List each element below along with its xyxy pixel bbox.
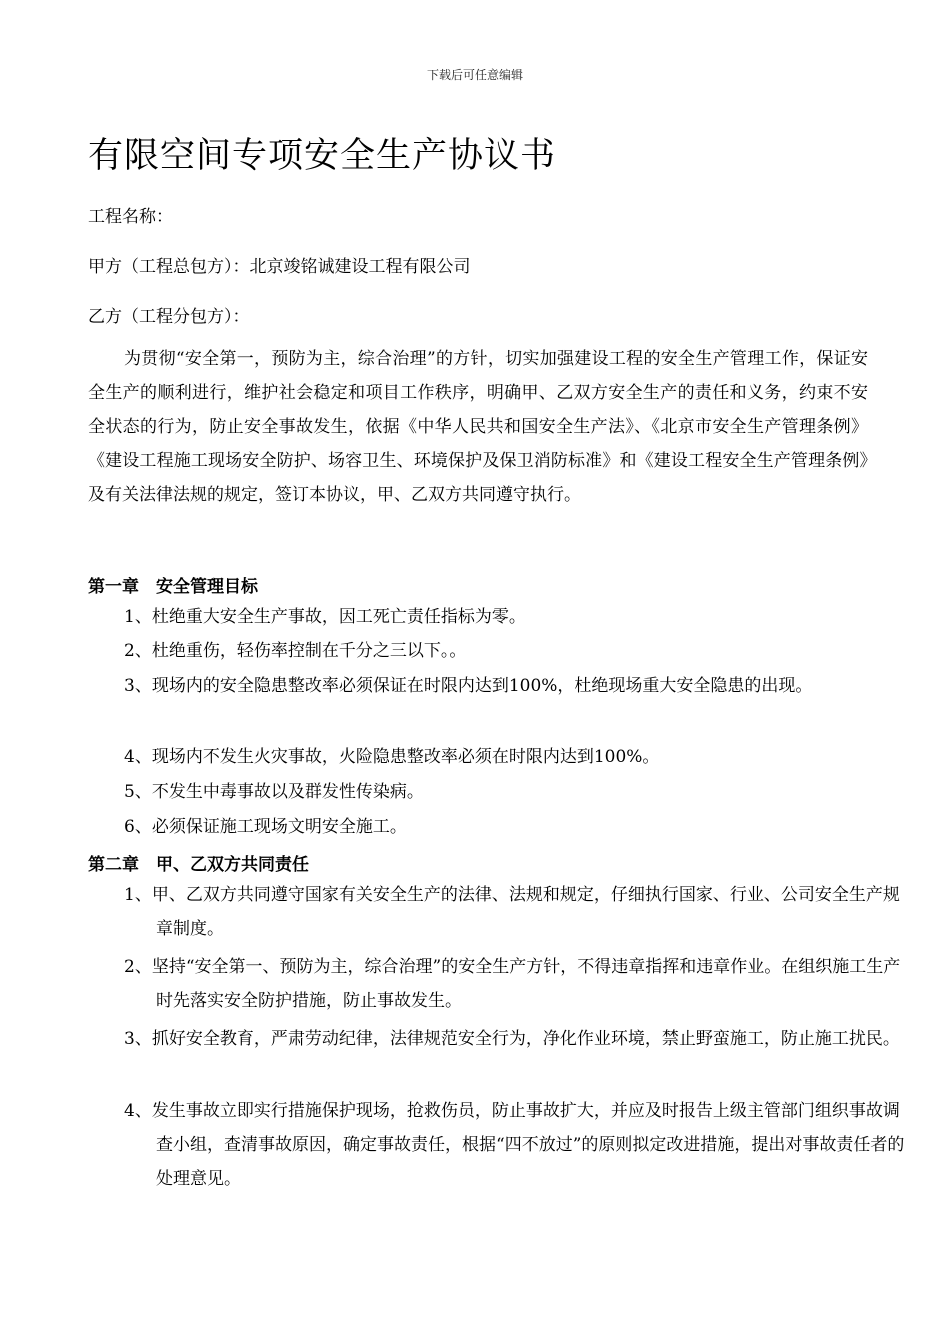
list-item: 2、坚持“安全第一、预防为主，综合治理”的安全生产方针，不得违章指挥和违章作业。在组织施工生产时先落实安全防护措施，防止事故发生。	[124, 957, 901, 1011]
intro-paragraph: 为贯彻“安全第一，预防为主，综合治理”的方针，切实加强建设工程的安全生产管理工作，保证安全生产的顺利进行，维护社会稳定和项目工作秩序，明确甲、乙双方安全生产的责任和义务，约束不安全状态的行为，防止安全事故发生，依据《中华人民共和国安全生产法》、《北京市安全生产管理条例》《建设工程施工现场安全防护、场容卫生、环境保护及保卫消防标准》和《建设工程安全生产管理条例》及有关法律法规的规定，签订本协议，甲、乙双方共同遵守执行。	[88, 349, 868, 505]
list-item: 1、杜绝重大安全生产事故，因工死亡责任指标为零。	[124, 607, 526, 627]
list-item: 3、抓好安全教育，严肃劳动纪律，法律规范安全行为，净化作业环境，禁止野蛮施工，防止施工扰民。	[124, 1029, 900, 1049]
header-note: 下载后可任意编辑	[426, 68, 523, 82]
chapter-1-heading: 第一章 安全管理目标	[88, 577, 258, 597]
list-item: 5、不发生中毒事故以及群发性传染病。	[124, 782, 424, 802]
document-title: 有限空间专项安全生产协议书	[88, 136, 557, 176]
party-b-field: 乙方（工程分包方）：	[88, 307, 250, 327]
list-item: 4、发生事故立即实行措施保护现场，抢救伤员，防止事故扩大，并应及时报告上级主管部门组织事故调查小组，查清事故原因，确定事故责任，根据“四不放过”的原则拟定改进措施，提出对事故责任者的处理意见。	[124, 1101, 905, 1189]
list-item: 2、杜绝重伤，轻伤率控制在千分之三以下。。	[124, 641, 467, 661]
chapter-2-heading: 第二章 甲、乙双方共同责任	[88, 855, 309, 875]
list-item: 6、必须保证施工现场文明安全施工。	[124, 817, 407, 837]
list-item: 1、甲、乙双方共同遵守国家有关安全生产的法律、法规和规定，仔细执行国家、行业、公司安全生产规章制度。	[124, 885, 900, 939]
party-a-field: 甲方（工程总包方）：北京竣铭诚建设工程有限公司	[88, 257, 471, 277]
list-item: 3、现场内的安全隐患整改率必须保证在时限内达到100%，杜绝现场重大安全隐患的出现。	[124, 676, 813, 696]
list-item: 4、现场内不发生火灾事故，火险隐患整改率必须在时限内达到100%。	[124, 747, 660, 767]
project-name-field: 工程名称：	[88, 207, 173, 227]
